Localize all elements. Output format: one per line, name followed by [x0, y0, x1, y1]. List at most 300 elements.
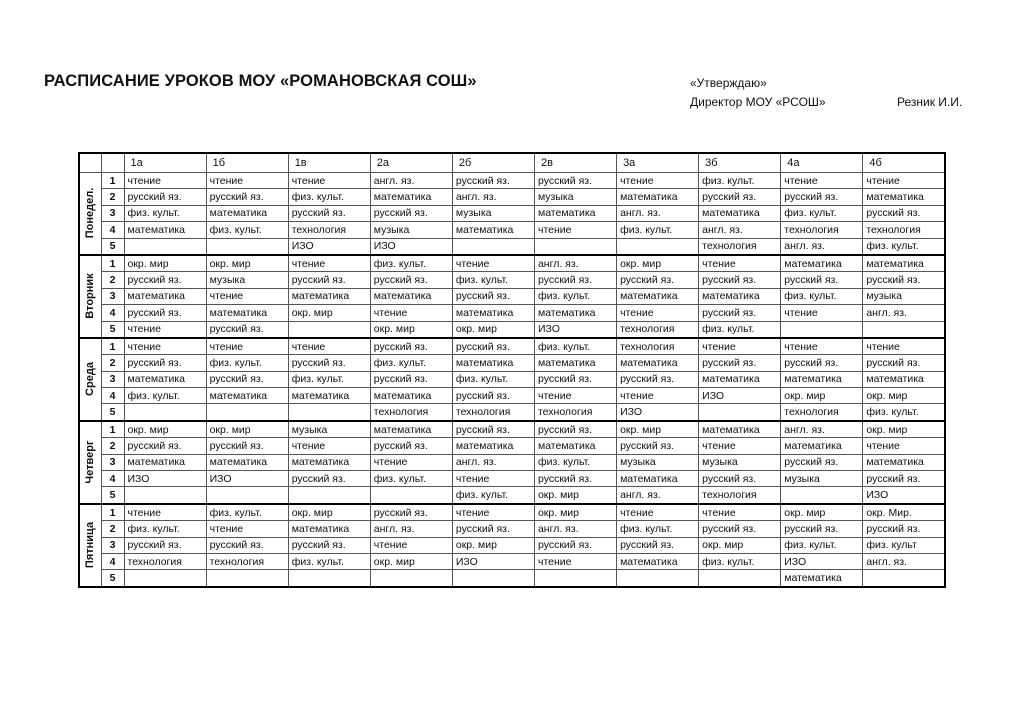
lesson-row [79, 355, 945, 371]
lesson-number: 3 [101, 537, 124, 553]
class-header: 4б [863, 153, 945, 173]
subject-cell: чтение [781, 305, 863, 321]
subject-cell: русский яз. [534, 371, 616, 387]
subject-cell: русский яз. [863, 272, 945, 288]
subject-cell: математика [206, 305, 288, 321]
subject-cell: русский яз. [452, 521, 534, 537]
subject-cell: русский яз. [452, 388, 534, 404]
subject-cell: русский яз. [370, 338, 452, 355]
subject-cell: русский яз. [288, 205, 370, 221]
subject-cell: чтение [124, 338, 206, 355]
subject-cell [206, 487, 288, 504]
subject-cell: чтение [617, 504, 699, 521]
subject-cell: физ. культ. [534, 288, 616, 304]
lesson-row [79, 404, 945, 421]
subject-cell: русский яз. [452, 173, 534, 189]
subject-cell: физ. культ. [617, 222, 699, 238]
subject-cell: чтение [288, 438, 370, 454]
page-title: РАСПИСАНИЕ УРОКОВ МОУ «РОМАНОВСКАЯ СОШ» [44, 72, 477, 90]
subject-cell: физ. культ. [370, 471, 452, 487]
subject-cell: чтение [206, 288, 288, 304]
subject-cell: окр. мир [863, 421, 945, 438]
subject-cell: физ. культ. [452, 272, 534, 288]
subject-cell: технология [288, 222, 370, 238]
subject-cell: окр. мир [124, 255, 206, 272]
subject-cell: русский яз. [124, 537, 206, 553]
subject-cell [124, 487, 206, 504]
class-header: 1б [206, 153, 288, 173]
subject-cell: русский яз. [370, 205, 452, 221]
subject-cell: русский яз. [124, 189, 206, 205]
subject-cell: русский яз. [699, 521, 781, 537]
subject-cell: ИЗО [534, 321, 616, 338]
subject-cell: математика [124, 371, 206, 387]
lesson-row [79, 173, 945, 189]
subject-cell: окр. мир [124, 421, 206, 438]
subject-cell: чтение [370, 454, 452, 470]
subject-cell: чтение [534, 553, 616, 569]
subject-cell: математика [206, 388, 288, 404]
subject-cell: математика [452, 305, 534, 321]
subject-cell: физ. культ. [452, 371, 534, 387]
subject-cell: технология [699, 487, 781, 504]
subject-cell [124, 404, 206, 421]
subject-cell: окр. мир [370, 553, 452, 569]
subject-cell: русский яз. [124, 305, 206, 321]
subject-cell: окр. мир [699, 537, 781, 553]
lesson-number: 5 [101, 404, 124, 421]
subject-cell: русский яз. [288, 537, 370, 553]
subject-cell [534, 238, 616, 255]
subject-cell: русский яз. [206, 371, 288, 387]
subject-cell: математика [781, 371, 863, 387]
approval-stamp-text: «Утверждаю» [690, 76, 767, 90]
subject-cell: окр. мир [452, 537, 534, 553]
subject-cell: русский яз. [699, 305, 781, 321]
subject-cell: русский яз. [370, 438, 452, 454]
subject-cell: математика [781, 255, 863, 272]
subject-cell: чтение [124, 321, 206, 338]
subject-cell: физ. культ. [288, 189, 370, 205]
subject-cell: математика [288, 521, 370, 537]
subject-cell: чтение [370, 537, 452, 553]
subject-cell: чтение [206, 338, 288, 355]
lesson-number: 1 [101, 338, 124, 355]
lesson-number: 4 [101, 471, 124, 487]
subject-cell: русский яз. [206, 189, 288, 205]
subject-cell [370, 487, 452, 504]
subject-cell: англ. яз. [452, 454, 534, 470]
subject-cell: англ. яз. [781, 238, 863, 255]
subject-cell [288, 487, 370, 504]
subject-cell: русский яз. [781, 272, 863, 288]
subject-cell: математика [370, 189, 452, 205]
subject-cell: математика [534, 438, 616, 454]
subject-cell [452, 238, 534, 255]
subject-cell: физ. культ. [617, 521, 699, 537]
lesson-row [79, 521, 945, 537]
subject-cell: русский яз. [124, 355, 206, 371]
day-label: Вторник [84, 273, 97, 320]
subject-cell [206, 238, 288, 255]
subject-cell: математика [288, 288, 370, 304]
subject-cell: окр. мир [781, 388, 863, 404]
subject-cell: чтение [699, 504, 781, 521]
class-header: 2в [534, 153, 616, 173]
subject-cell: технология [699, 238, 781, 255]
subject-cell [370, 570, 452, 587]
lesson-row [79, 570, 945, 587]
subject-cell: русский яз. [781, 355, 863, 371]
subject-cell: чтение [206, 173, 288, 189]
lesson-row [79, 553, 945, 569]
day-label: Четверг [84, 440, 97, 484]
subject-cell: математика [370, 421, 452, 438]
lesson-row [79, 537, 945, 553]
lesson-row [79, 421, 945, 438]
subject-cell: окр. Мир. [863, 504, 945, 521]
subject-cell [288, 570, 370, 587]
lesson-number: 1 [101, 255, 124, 272]
subject-cell: физ. культ. [124, 521, 206, 537]
subject-cell: музыка [288, 421, 370, 438]
subject-cell: чтение [534, 388, 616, 404]
lesson-row [79, 487, 945, 504]
subject-cell: технология [452, 404, 534, 421]
lesson-row [79, 504, 945, 521]
subject-cell: физ. культ. [206, 504, 288, 521]
subject-cell [781, 487, 863, 504]
subject-cell: англ. яз. [617, 205, 699, 221]
subject-cell: русский яз. [370, 272, 452, 288]
subject-cell: физ. культ. [370, 255, 452, 272]
subject-cell: чтение [781, 173, 863, 189]
subject-cell: чтение [452, 255, 534, 272]
subject-cell: физ. культ. [124, 205, 206, 221]
subject-cell: окр. мир [781, 504, 863, 521]
subject-cell [699, 570, 781, 587]
subject-cell: русский яз. [863, 205, 945, 221]
subject-cell: русский яз. [534, 173, 616, 189]
subject-cell: русский яз. [124, 272, 206, 288]
subject-cell: физ. культ. [863, 404, 945, 421]
subject-cell: русский яз. [206, 438, 288, 454]
lesson-row [79, 438, 945, 454]
subject-cell: математика [617, 355, 699, 371]
subject-cell: русский яз. [370, 504, 452, 521]
lesson-number: 2 [101, 438, 124, 454]
lesson-row [79, 189, 945, 205]
subject-cell: русский яз. [124, 438, 206, 454]
day-label: Понедел. [84, 188, 97, 239]
subject-cell: англ. яз. [534, 255, 616, 272]
day-label: Пятница [84, 522, 97, 569]
subject-cell [288, 321, 370, 338]
lesson-number: 5 [101, 238, 124, 255]
lesson-row [79, 338, 945, 355]
lesson-number: 4 [101, 388, 124, 404]
subject-cell: физ. культ. [534, 338, 616, 355]
subject-cell: музыка [452, 205, 534, 221]
subject-cell: математика [699, 371, 781, 387]
subject-cell: чтение [617, 388, 699, 404]
lesson-number: 1 [101, 421, 124, 438]
subject-cell: музыка [534, 189, 616, 205]
subject-cell: физ. культ. [699, 173, 781, 189]
subject-cell: окр. мир [452, 321, 534, 338]
subject-cell: физ. культ. [206, 222, 288, 238]
subject-cell: чтение [124, 173, 206, 189]
subject-cell: ИЗО [288, 238, 370, 255]
subject-cell: чтение [452, 504, 534, 521]
subject-cell: физ. культ. [206, 355, 288, 371]
lesson-row [79, 205, 945, 221]
subject-cell: чтение [863, 173, 945, 189]
subject-cell: чтение [288, 338, 370, 355]
subject-cell: математика [863, 189, 945, 205]
subject-cell: ИЗО [863, 487, 945, 504]
subject-cell: физ. культ. [124, 388, 206, 404]
subject-cell: чтение [863, 438, 945, 454]
subject-cell: чтение [452, 471, 534, 487]
subject-cell: математика [124, 288, 206, 304]
subject-cell: математика [288, 454, 370, 470]
subject-cell: математика [617, 189, 699, 205]
subject-cell [534, 570, 616, 587]
subject-cell: технология [617, 321, 699, 338]
subject-cell: ИЗО [699, 388, 781, 404]
day-cell [79, 504, 101, 587]
subject-cell: чтение [206, 521, 288, 537]
subject-cell: математика [206, 205, 288, 221]
subject-cell: чтение [617, 305, 699, 321]
subject-cell: окр. мир [863, 388, 945, 404]
lesson-number: 3 [101, 205, 124, 221]
subject-cell: русский яз. [452, 288, 534, 304]
subject-cell: русский яз. [617, 371, 699, 387]
subject-cell: русский яз. [534, 471, 616, 487]
subject-cell: русский яз. [206, 321, 288, 338]
subject-cell: русский яз. [617, 272, 699, 288]
subject-cell: математика [699, 421, 781, 438]
subject-cell: математика [617, 553, 699, 569]
class-header: 1в [288, 153, 370, 173]
subject-cell: русский яз. [781, 189, 863, 205]
subject-cell: музыка [781, 471, 863, 487]
subject-cell: чтение [124, 504, 206, 521]
subject-cell: окр. мир [534, 487, 616, 504]
subject-cell: физ. культ. [699, 553, 781, 569]
subject-cell: физ. культ. [534, 454, 616, 470]
subject-cell: математика [863, 454, 945, 470]
subject-cell [781, 321, 863, 338]
subject-cell: ИЗО [781, 553, 863, 569]
subject-cell: русский яз. [288, 355, 370, 371]
lesson-row [79, 471, 945, 487]
subject-cell: русский яз. [781, 521, 863, 537]
subject-cell: русский яз. [781, 454, 863, 470]
subject-cell: физ. культ. [288, 371, 370, 387]
lesson-row [79, 222, 945, 238]
subject-cell: технология [781, 404, 863, 421]
subject-cell [206, 570, 288, 587]
schedule-body [79, 173, 945, 587]
subject-cell: математика [863, 255, 945, 272]
subject-cell: чтение [699, 438, 781, 454]
subject-cell: физ. культ. [863, 238, 945, 255]
subject-cell: окр. мир [288, 305, 370, 321]
subject-cell: чтение [699, 255, 781, 272]
subject-cell: русский яз. [863, 355, 945, 371]
subject-cell: математика [452, 355, 534, 371]
lesson-number: 4 [101, 553, 124, 569]
day-cell [79, 255, 101, 338]
subject-cell: физ. культ. [781, 205, 863, 221]
subject-cell: математика [534, 305, 616, 321]
subject-cell [617, 238, 699, 255]
subject-cell: математика [452, 438, 534, 454]
subject-cell: физ. культ. [781, 537, 863, 553]
subject-cell: ИЗО [617, 404, 699, 421]
day-label: Среда [84, 362, 97, 397]
subject-cell: технология [124, 553, 206, 569]
subject-cell: математика [617, 288, 699, 304]
day-cell [79, 173, 101, 255]
subject-cell: математика [781, 570, 863, 587]
lesson-row [79, 388, 945, 404]
subject-cell: ИЗО [370, 238, 452, 255]
lesson-row [79, 454, 945, 470]
subject-cell [699, 404, 781, 421]
subject-cell: русский яз. [863, 471, 945, 487]
subject-cell: технология [863, 222, 945, 238]
subject-cell: англ. яз. [863, 553, 945, 569]
lesson-number: 4 [101, 222, 124, 238]
subject-cell: музыка [863, 288, 945, 304]
subject-cell: ИЗО [452, 553, 534, 569]
subject-cell: математика [699, 205, 781, 221]
subject-cell: русский яз. [699, 272, 781, 288]
subject-cell: математика [534, 205, 616, 221]
class-header-row [79, 153, 945, 173]
class-header: 1а [124, 153, 206, 173]
subject-cell: чтение [699, 338, 781, 355]
lesson-number: 2 [101, 189, 124, 205]
subject-cell: чтение [370, 305, 452, 321]
subject-cell: англ. яз. [699, 222, 781, 238]
subject-cell: русский яз. [699, 471, 781, 487]
lesson-row [79, 238, 945, 255]
subject-cell: окр. мир [206, 255, 288, 272]
subject-cell [452, 570, 534, 587]
subject-cell: физ. культ. [699, 321, 781, 338]
lesson-number: 2 [101, 355, 124, 371]
subject-cell: русский яз. [534, 421, 616, 438]
subject-cell: русский яз. [534, 272, 616, 288]
lesson-row [79, 255, 945, 272]
subject-cell: русский яз. [452, 338, 534, 355]
class-header: 2б [452, 153, 534, 173]
header-blank [79, 153, 101, 173]
subject-cell: англ. яз. [534, 521, 616, 537]
subject-cell: технология [534, 404, 616, 421]
lesson-row [79, 288, 945, 304]
subject-cell: математика [781, 438, 863, 454]
subject-cell: русский яз. [863, 521, 945, 537]
subject-cell [124, 238, 206, 255]
subject-cell: музыка [206, 272, 288, 288]
lesson-number: 3 [101, 454, 124, 470]
subject-cell: англ. яз. [617, 487, 699, 504]
subject-cell: русский яз. [534, 537, 616, 553]
subject-cell: технология [617, 338, 699, 355]
subject-cell: англ. яз. [370, 521, 452, 537]
class-header: 3б [699, 153, 781, 173]
subject-cell: ИЗО [206, 471, 288, 487]
lesson-number: 3 [101, 371, 124, 387]
subject-cell [863, 321, 945, 338]
subject-cell [863, 570, 945, 587]
director-title: Директор МОУ «РСОШ» [690, 95, 826, 109]
subject-cell: математика [617, 471, 699, 487]
subject-cell: музыка [699, 454, 781, 470]
subject-cell: англ. яз. [863, 305, 945, 321]
lesson-row [79, 272, 945, 288]
subject-cell: математика [206, 454, 288, 470]
subject-cell: русский яз. [206, 537, 288, 553]
subject-cell [206, 404, 288, 421]
subject-cell: ИЗО [124, 471, 206, 487]
subject-cell: математика [288, 388, 370, 404]
subject-cell: чтение [617, 173, 699, 189]
subject-cell: русский яз. [699, 355, 781, 371]
subject-cell: математика [370, 388, 452, 404]
subject-cell: окр. мир [206, 421, 288, 438]
subject-cell [124, 570, 206, 587]
subject-cell: русский яз. [288, 471, 370, 487]
schedule-table [78, 152, 946, 588]
subject-cell: математика [863, 371, 945, 387]
subject-cell: окр. мир [288, 504, 370, 521]
subject-cell: окр. мир [617, 255, 699, 272]
day-cell [79, 421, 101, 504]
subject-cell: чтение [781, 338, 863, 355]
subject-cell: русский яз. [370, 371, 452, 387]
lesson-number: 1 [101, 504, 124, 521]
subject-cell: физ. культ. [452, 487, 534, 504]
subject-cell: физ. культ [863, 537, 945, 553]
subject-cell: окр. мир [534, 504, 616, 521]
lesson-number: 5 [101, 570, 124, 587]
subject-cell: англ. яз. [781, 421, 863, 438]
subject-cell: англ. яз. [370, 173, 452, 189]
subject-cell: музыка [617, 454, 699, 470]
lesson-number: 3 [101, 288, 124, 304]
subject-cell: физ. культ. [781, 288, 863, 304]
subject-cell: чтение [288, 255, 370, 272]
subject-cell: математика [124, 454, 206, 470]
subject-cell: технология [370, 404, 452, 421]
subject-cell: чтение [534, 222, 616, 238]
subject-cell: физ. культ. [370, 355, 452, 371]
subject-cell: чтение [863, 338, 945, 355]
subject-cell: англ. яз. [452, 189, 534, 205]
class-header: 4а [781, 153, 863, 173]
subject-cell: русский яз. [617, 537, 699, 553]
lesson-row [79, 321, 945, 338]
lesson-row [79, 305, 945, 321]
class-header: 3а [617, 153, 699, 173]
